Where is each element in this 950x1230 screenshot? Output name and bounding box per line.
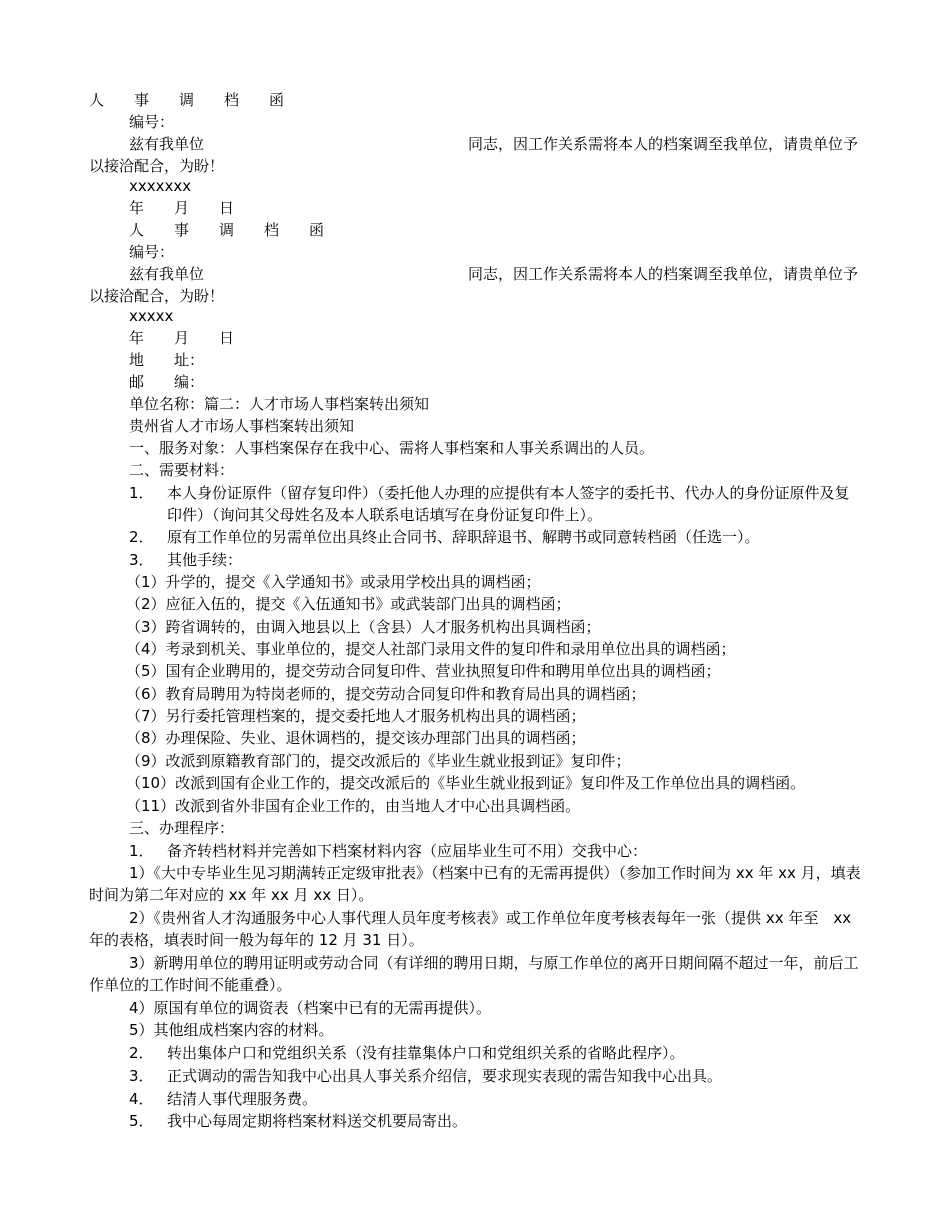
procedure-item-3: （3）跨省调转的，由调入地县以上（含县）人才服务机构出具调档函； (126, 618, 601, 636)
material-1-text: 本人身份证原件（留存复印件）（委托他人办理的应提供有本人签字的委托书、代办人的身份证原件及复印件）（询问其父母姓名及本人联系电话填写在身份证复印件上）。 (167, 484, 850, 525)
procedure-item-6: （6）教育局聘用为特岗老师的，提交劳动合同复印件和教育局出具的调档函； (126, 685, 646, 703)
step1-item-2: 2）《贵州省人才沟通服务中心人事代理人员年度考核表》或工作单位年度考核表每年一张（提供 xx 年至 xx 年的表格，填表时间一般为每年的 12 月 31 日）。 (89, 909, 852, 950)
step-4-text: 结清人事代理服务费。 (167, 1090, 318, 1108)
letter1-body-start: 兹有我单位 (129, 135, 205, 153)
step-1-text: 备齐转档材料并完善如下档案材料内容（应届毕业生可不用）交我中心： (167, 842, 648, 860)
material-1-number: 1． (129, 484, 154, 502)
letter2-body-right: 同志，因工作关系需将本人的档案调至我单位，请贵单位予 (467, 265, 858, 283)
letter2-title: 人 事 调 档 函 (129, 221, 325, 239)
letter1-sender: xxxxxxx (129, 177, 192, 195)
procedure-item-8: （8）办理保险、失业、退休调档的，提交该办理部门出具的调档函； (126, 729, 586, 747)
section2-heading: 二、需要材料： (129, 461, 235, 479)
procedure-item-4: （4）考录到机关、事业单位的，提交人社部门录用文件的复印件和录用单位出具的调档函； (126, 640, 736, 658)
step-4-number: 4． (129, 1090, 154, 1108)
letter1-number-label: 编号： (129, 113, 175, 131)
material-3-text: 其他手续： (167, 551, 243, 569)
letter2-number-label: 编号： (129, 243, 175, 261)
step-3-number: 3． (129, 1067, 154, 1085)
material-2-number: 2． (129, 528, 154, 546)
step-1-number: 1． (129, 842, 154, 860)
letter2-date: 年 月 日 (129, 329, 235, 347)
letter2-postcode-label: 邮 编： (129, 373, 205, 391)
procedure-item-5: （5）国有企业聘用的，提交劳动合同复印件、营业执照复印件和聘用单位出具的调档函； (126, 662, 721, 680)
section1-text: 一、服务对象：人事档案保存在我中心、需将人事档案和人事关系调出的人员。 (129, 439, 655, 457)
step-3-text: 正式调动的需告知我中心出具人事关系介绍信，要求现实表现的需告知我中心出具。 (167, 1067, 723, 1085)
step-5-text: 我中心每周定期将档案材料送交机要局寄出。 (167, 1112, 468, 1130)
procedure-item-2: （2）应征入伍的，提交《入伍通知书》或武装部门出具的调档函； (126, 595, 571, 613)
material-3-number: 3． (129, 551, 154, 569)
procedure-item-7: （7）另行委托管理档案的，提交委托地人才服务机构出具的调档函； (126, 707, 586, 725)
step1-item-4: 4）原国有单位的调资表（档案中已有的无需再提供）。 (129, 999, 492, 1017)
step1-item-5: 5）其他组成档案内容的材料。 (129, 1021, 334, 1039)
procedure-item-11: （11）改派到省外非国有企业工作的，由当地人才中心出具调档函。 (126, 797, 581, 815)
letter2-unit-name-label: 单位名称：篇二：人才市场人事档案转出须知 (129, 395, 430, 413)
step-2-text: 转出集体户口和党组织关系（没有挂靠集体户口和党组织关系的省略此程序）。 (167, 1044, 685, 1062)
step1-item-1: 1）《大中专毕业生见习期满转正定级审批表》（档案中已有的无需再提供）（参加工作时间为 xx 年 xx 月，填表时间为第二年对应的 xx 年 xx 月 xx 日）。 (89, 864, 861, 905)
material-2-text: 原有工作单位的另需单位出具终止合同书、辞职辞退书、解聘书或同意转档函（任选一）。 (167, 528, 760, 546)
letter2-sender: xxxxx (129, 307, 174, 325)
letter1-date: 年 月 日 (129, 199, 235, 217)
procedure-item-10: （10）改派到国有企业工作的，提交改派后的《毕业生就业报到证》复印件及工作单位出具的调档函。 (126, 774, 806, 792)
letter2-body-end: 以接洽配合，为盼！ (89, 287, 225, 305)
step-5-number: 5． (129, 1112, 154, 1130)
letter2-address-label: 地 址： (129, 351, 205, 369)
letter1-body-end: 以接洽配合，为盼！ (89, 157, 225, 175)
procedure-item-9: （9）改派到原籍教育部门的，提交改派后的《毕业生就业报到证》复印件； (126, 752, 631, 770)
letter2-body-start: 兹有我单位 (129, 265, 205, 283)
step1-item-3: 3）新聘用单位的聘用证明或劳动合同（有详细的聘用日期，与原工作单位的离开日期间隔不超过一年，前后工作单位的工作时间不能重叠）。 (89, 954, 859, 995)
letter1-body-right: 同志，因工作关系需将本人的档案调至我单位，请贵单位予 (467, 135, 858, 153)
notice-title: 贵州省人才市场人事档案转出须知 (129, 417, 355, 435)
letter1-title: 人 事 调 档 函 (89, 91, 285, 109)
procedure-item-1: （1）升学的，提交《入学通知书》或录用学校出具的调档函； (126, 573, 541, 591)
step-2-number: 2． (129, 1044, 154, 1062)
section3-heading: 三、办理程序： (129, 819, 235, 837)
